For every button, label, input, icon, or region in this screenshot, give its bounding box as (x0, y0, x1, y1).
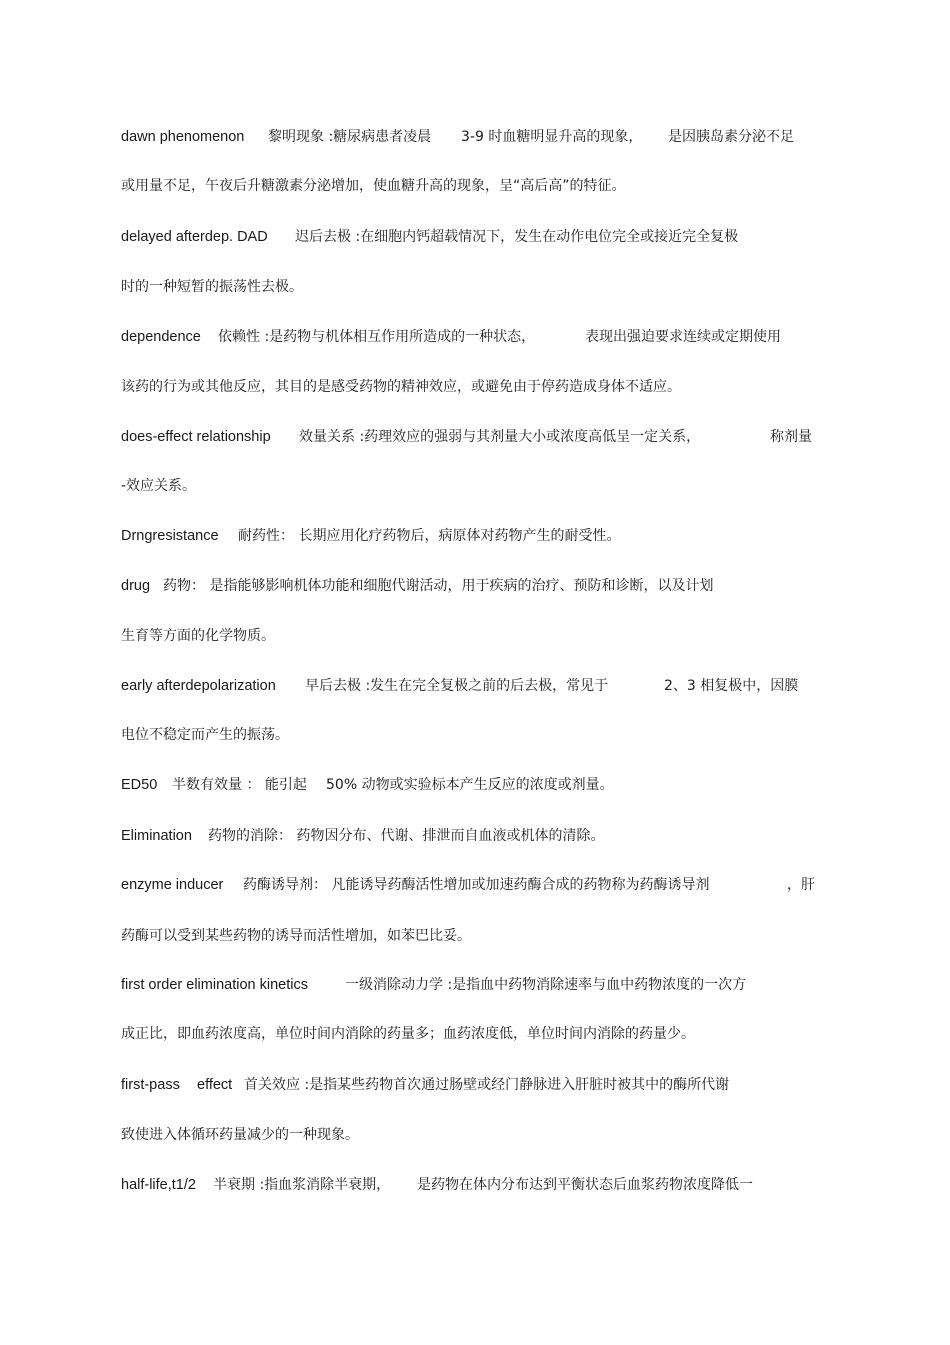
entry-definition: 半衰期 :指血浆消除半衰期， (213, 1177, 391, 1193)
entry-definition: 早后去极 :发生在完全复极之前的后去极，常见于 (305, 678, 609, 694)
entry-term: dawn phenomenon (121, 129, 245, 145)
entry-definition: 表现出强迫要求连续或定期使用 (585, 329, 781, 345)
entry-definition: 一级消除动力学 :是指血中药物消除速率与血中药物浓度的一次方 (345, 977, 747, 993)
entry-line (121, 575, 841, 597)
entry-definition: 药酶诱导剂： 凡能诱导药酶活性增加或加速药酶合成的药物称为药酶诱导剂 (243, 877, 710, 893)
entry-term: dependence (121, 329, 201, 345)
entry-line (121, 126, 841, 148)
entry-term: effect (197, 1077, 233, 1093)
entry-term: Drngresistance (121, 528, 219, 544)
entry-continuation: 致使进入体循环药量减少的一种现象。 (121, 1127, 359, 1143)
entry-line (121, 774, 841, 796)
entry-continuation: 药酶可以受到某些药物的诱导而活性增加，如苯巴比妥。 (121, 928, 471, 944)
entry-term: Elimination (121, 828, 192, 844)
entry-term: does-effect relationship (121, 429, 271, 445)
entry-continuation: -效应关系。 (121, 478, 197, 494)
entry-continuation: 时的一种短暂的振荡性去极。 (121, 279, 303, 295)
entry-line (121, 1174, 841, 1196)
entry-continuation: 生育等方面的化学物质。 (121, 628, 275, 644)
entry-line (121, 525, 841, 547)
entry-line (121, 326, 841, 348)
entry-line (121, 675, 841, 697)
entry-line (121, 226, 841, 248)
entry-definition: 迟后去极 :在细胞内钙超载情况下，发生在动作电位完全或接近完全复极 (295, 229, 739, 245)
entry-definition: ，肝 (787, 877, 815, 893)
entry-line (121, 1074, 841, 1096)
entry-definition: 3-9 时血糖明显升高的现象， (461, 129, 643, 145)
entry-definition: 首关效应 :是指某些药物首次通过肠壁或经门静脉进入肝脏时被其中的酶所代谢 (244, 1077, 730, 1093)
entry-line (121, 874, 841, 896)
entry-term: enzyme inducer (121, 877, 224, 893)
entry-term: delayed afterdep. DAD (121, 229, 268, 245)
entry-continuation: 电位不稳定而产生的振荡。 (121, 727, 289, 743)
entry-definition: 半数有效量 ： 能引起 (172, 777, 307, 793)
entry-definition: 是药物在体内分布达到平衡状态后血浆药物浓度降低一 (417, 1177, 753, 1193)
entry-continuation: 该药的行为或其他反应，其目的是感受药物的精神效应，或避免由于停药造成身体不适应。 (121, 379, 681, 395)
entry-term: ED50 (121, 777, 158, 793)
entry-line (121, 426, 841, 448)
entry-definition: 50% 动物或实验标本产生反应的浓度或剂量。 (326, 777, 614, 793)
entry-line (121, 974, 841, 996)
entry-definition: 耐药性： 长期应用化疗药物后，病原体对药物产生的耐受性。 (238, 528, 621, 544)
entry-definition: 黎明现象 :糖尿病患者凌晨 (268, 129, 432, 145)
entry-definition: 药物： 是指能够影响机体功能和细胞代谢活动，用于疾病的治疗、预防和诊断，以及计划 (163, 578, 714, 594)
entry-continuation: 或用量不足，午夜后升糖激素分泌增加，使血糖升高的现象，呈“高后高”的特征。 (121, 178, 626, 194)
entry-definition: 效量关系 :药理效应的强弱与其剂量大小或浓度高低呈一定关系， (299, 429, 701, 445)
entry-continuation: 成正比，即血药浓度高，单位时间内消除的药量多；血药浓度低，单位时间内消除的药量少。 (121, 1026, 695, 1042)
entry-term: early afterdepolarization (121, 678, 276, 694)
entry-definition: 2、3 相复极中，因膜 (664, 678, 799, 694)
entry-term: first-pass (121, 1077, 180, 1093)
entry-term: first order elimination kinetics (121, 977, 308, 993)
entry-term: half-life,t1/2 (121, 1177, 196, 1193)
entry-definition: 称剂量 (770, 429, 812, 445)
entry-definition: 依赖性 :是药物与机体相互作用所造成的一种状态， (218, 329, 536, 345)
entry-line (121, 825, 841, 847)
entry-definition: 药物的消除： 药物因分布、代谢、排泄而自血液或机体的清除。 (208, 828, 605, 844)
entry-term: drug (121, 578, 151, 594)
entry-definition: 是因胰岛素分泌不足 (668, 129, 794, 145)
